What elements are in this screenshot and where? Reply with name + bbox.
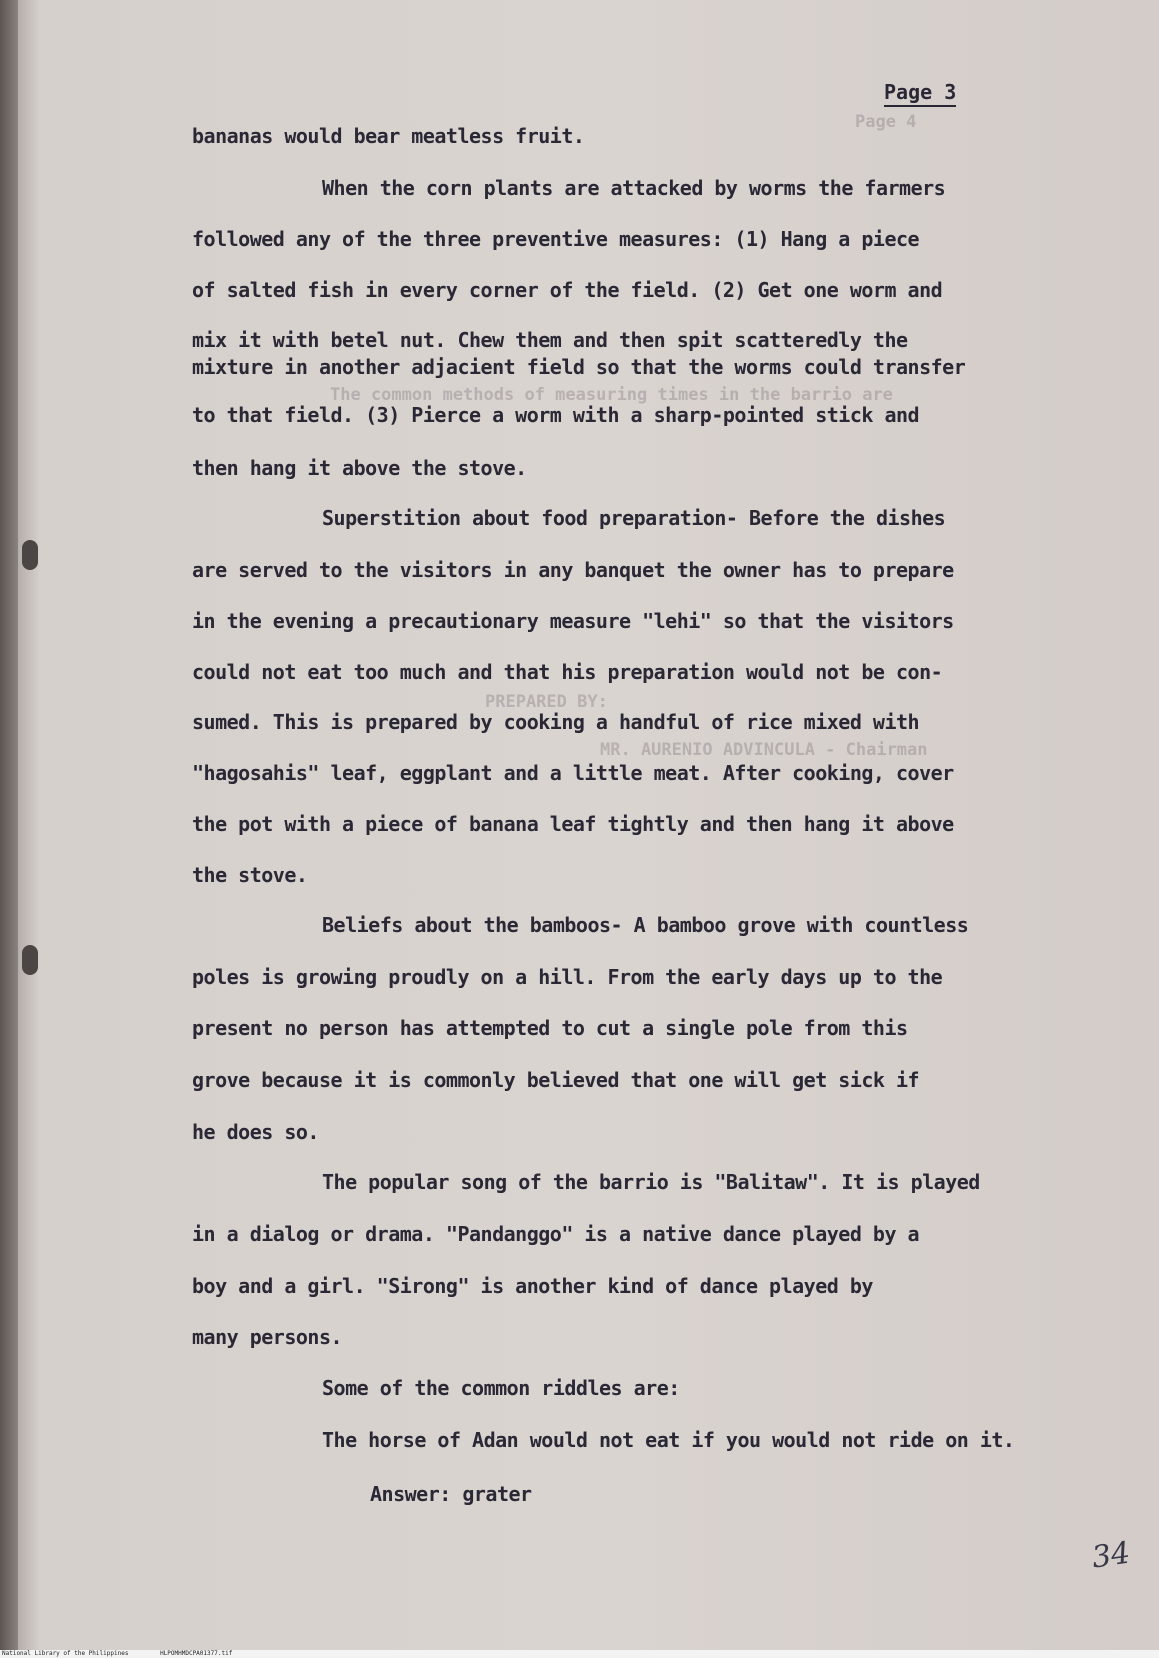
text-line: The popular song of the barrio is "Balitaw". It is played [322,1170,980,1194]
footer-file: HLPOMHMDCPA01377.tif [160,1650,233,1657]
text-line: followed any of the three preventive measures: (1) Hang a piece [192,227,920,251]
text-line: When the corn plants are attacked by worms the farmers [322,176,946,200]
page-number: Page 3 [884,80,956,107]
text-line: boy and a girl. "Sirong" is another kind of dance played by [192,1274,873,1298]
text-line: Superstition about food preparation- Before the dishes [322,506,946,530]
bleed-through-text: The common methods of measuring times in the barrio are [330,385,893,405]
punch-hole [22,540,38,570]
text-line: "hagosahis" leaf, eggplant and a little meat. After cooking, cover [192,761,954,785]
bleed-through-text: PREPARED BY: [485,692,608,712]
binding-edge [0,0,18,1650]
text-line: sumed. This is prepared by cooking a handful of rice mixed with [192,710,920,734]
text-line: in the evening a precautionary measure "lehi" so that the visitors [192,609,954,633]
text-line: Some of the common riddles are: [322,1376,680,1400]
text-line: grove because it is commonly believed that one will get sick if [192,1068,920,1092]
text-line: bananas would bear meatless fruit. [192,124,585,148]
handwritten-page-mark: 34 [1089,1535,1133,1576]
text-line: of salted fish in every corner of the field. (2) Get one worm and [192,278,943,302]
scan-footer [0,1650,1159,1658]
text-line: poles is growing proudly on a hill. From the early days up to the [192,965,943,989]
text-line: then hang it above the stove. [192,456,527,480]
text-line: to that field. (3) Pierce a worm with a sharp-pointed stick and [192,403,920,427]
text-line: The horse of Adan would not eat if you would not ride on it. [322,1428,1015,1452]
text-line: he does so. [192,1120,319,1144]
text-line: the stove. [192,863,308,887]
footer-library: National Library of the Philippines [2,1650,129,1657]
text-line: present no person has attempted to cut a single pole from this [192,1016,908,1040]
text-line: could not eat too much and that his preparation would not be con- [192,660,943,684]
text-line: Answer: grater [370,1482,532,1506]
text-line: in a dialog or drama. "Pandanggo" is a native dance played by a [192,1222,920,1246]
text-line: mixture in another adjacient field so that the worms could transfer [192,355,966,379]
text-line: mix it with betel nut. Chew them and then spit scatteredly the [192,328,908,352]
text-line: are served to the visitors in any banquet the owner has to prepare [192,558,954,582]
text-line: Beliefs about the bamboos- A bamboo grove with countless [322,913,969,937]
text-line: the pot with a piece of banana leaf tightly and then hang it above [192,812,954,836]
text-line: many persons. [192,1325,343,1349]
bleed-through-text: Page 4 [855,112,917,132]
punch-hole [22,945,38,975]
bleed-through-text: MR. AURENIO ADVINCULA - Chairman [600,740,928,760]
